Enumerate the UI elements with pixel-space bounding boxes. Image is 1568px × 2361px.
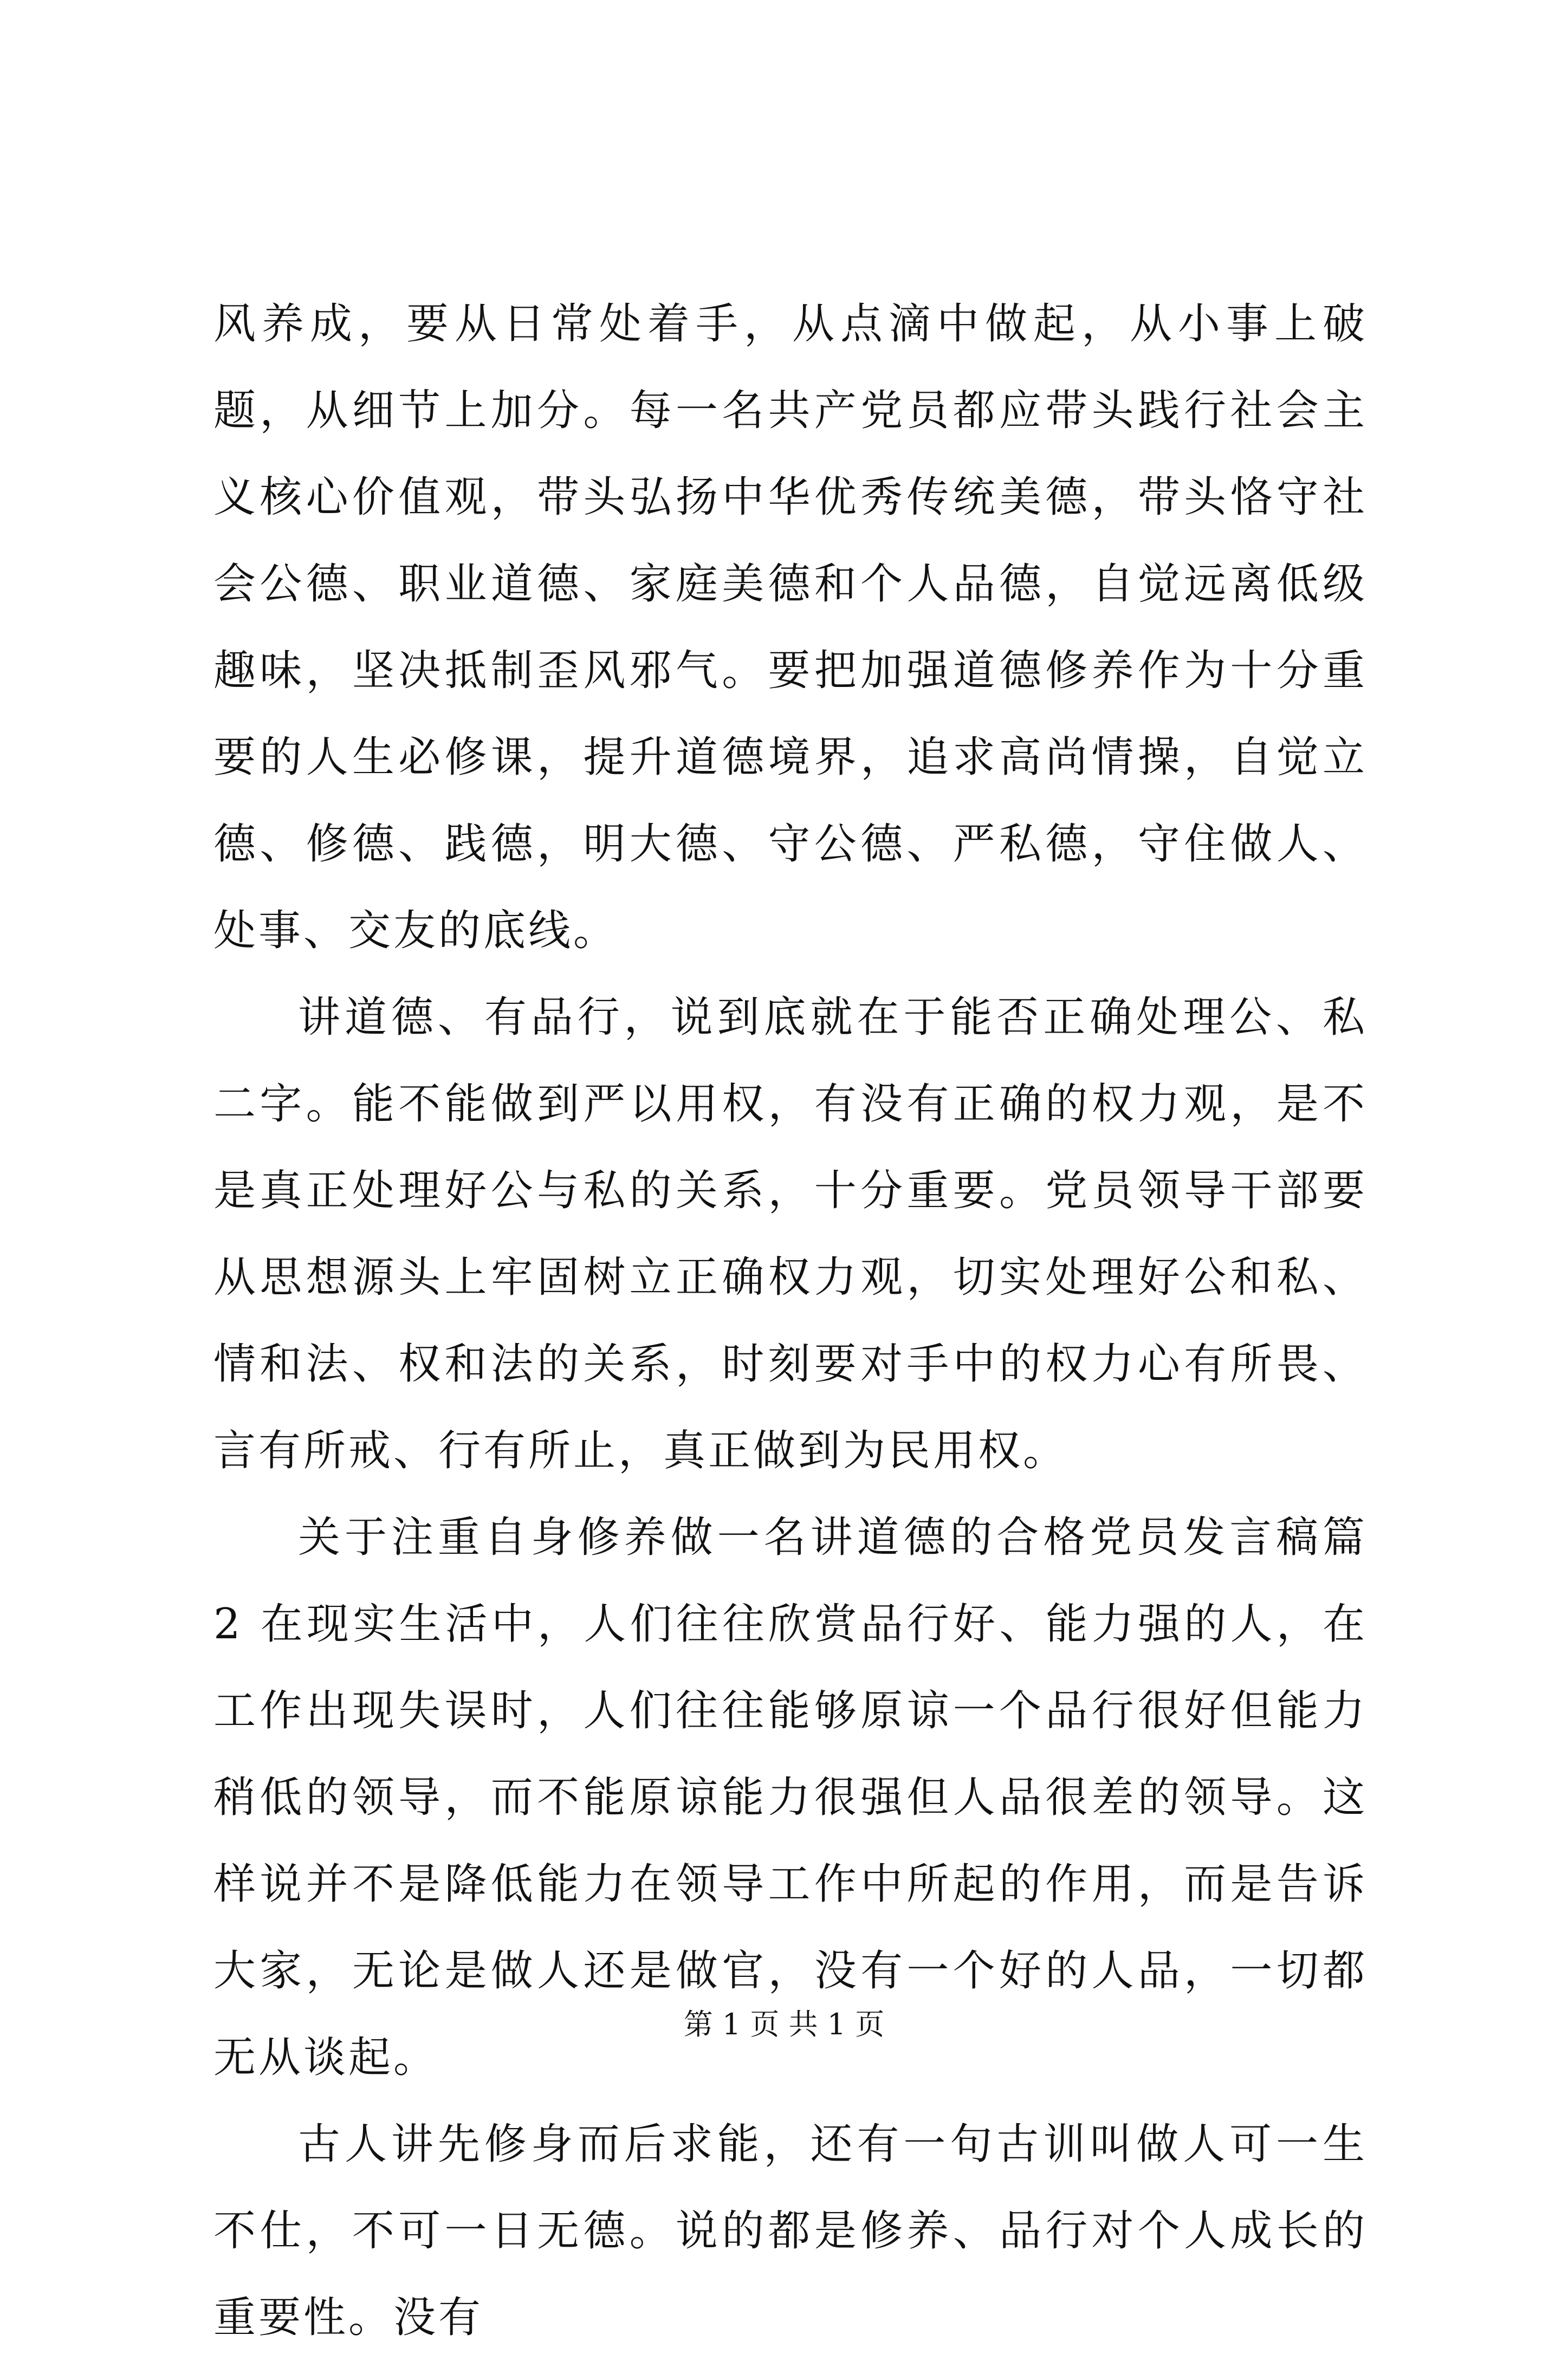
paragraph-4: 古人讲先修身而后求能，还有一句古训叫做人可一生不仕，不可一日无德。说的都是修养、品行对个人成长的重要性。没有 <box>213 2120 1368 2342</box>
paragraph-1: 风养成，要从日常处着手，从点滴中做起，从小事上破题，从细节上加分。每一名共产党员都应带头践行社会主义核心价值观，带头弘扬中华优秀传统美德，带头恪守社会公德、职业道德、家庭美德和个人品德，自觉远离低级趣味，坚决抵制歪风邪气。要把加强道德修养作为十分重要的人生必修课，提升道德境界，追求高尚情操，自觉立德、修德、践德，明大德、守公德、严私德，守住做人、处事、交友的底线。 <box>213 300 1368 955</box>
paragraph-3: 关于注重自身修养做一名讲道德的合格党员发言稿篇 2 在现实生活中，人们往往欣赏品行好、能力强的人，在工作出现失误时，人们往往能够原谅一个品行很好但能力稍低的领导，而不能原谅能力很强但人品很差的领导。这样说并不是降低能力在领导工作中所起的作用，而是告诉大家，无论是做人还是做官，没有一个好的人品，一切都无从谈起。 <box>213 1513 1368 2082</box>
document-body <box>213 281 1368 2361</box>
page-number-footer: 第 1 页 共 1 页 <box>683 2007 885 2041</box>
paragraph-2: 讲道德、有品行，说到底就在于能否正确处理公、私二字。能不能做到严以用权，有没有正确的权力观，是不是真正处理好公与私的关系，十分重要。党员领导干部要从思想源头上牢固树立正确权力观，切实处理好公和私、情和法、权和法的关系，时刻要对手中的权力心有所畏、言有所戒、行有所止，真正做到为民用权。 <box>213 993 1368 1475</box>
